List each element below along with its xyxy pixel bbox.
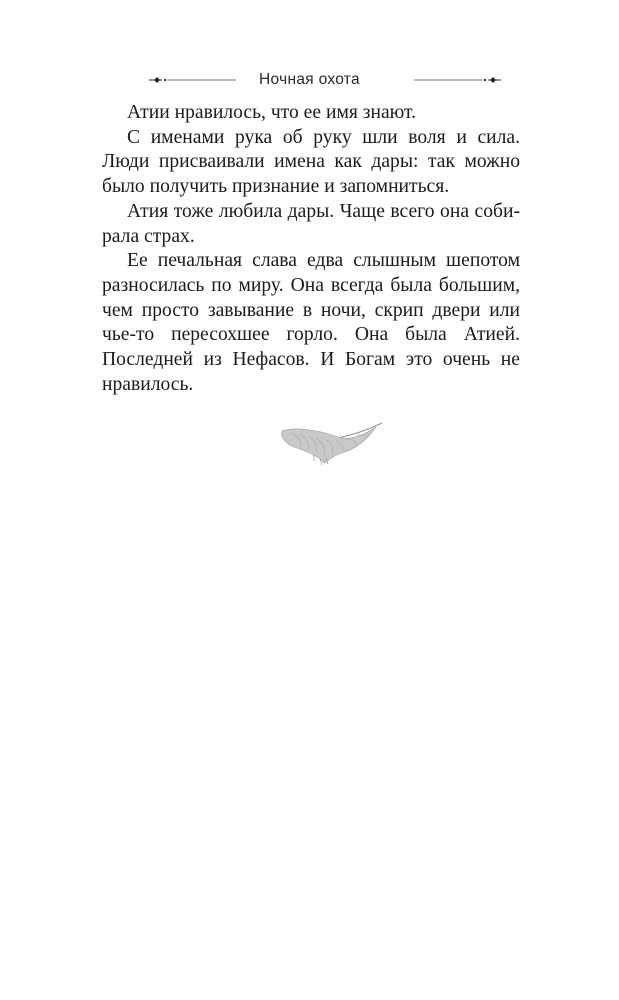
header-ornament-right-icon <box>412 73 502 87</box>
paragraph: С именами рука об руку шли воля и сила. Люди присваивали имена как дары: так можно было получить признание и запомниться. <box>102 126 520 198</box>
paragraph: Атия тоже любила дары. Чаще всего она собирала страх. <box>102 200 520 247</box>
paragraph: Ее печальная слава едва слышным шепотом разносилась по миру. Она всегда была большим, чем просто завывание в ночи, скрип двери или чье-то пересохшее горло. Она была Атией. Последней из Нефасов. И Богам это очень не нравилось. <box>102 250 520 395</box>
body-text <box>102 101 520 397</box>
running-title: Ночная охота <box>259 71 360 88</box>
paragraph: Атии нравилось, что ее имя знают. <box>127 102 417 123</box>
feather-icon <box>276 419 386 465</box>
running-header <box>0 68 619 92</box>
